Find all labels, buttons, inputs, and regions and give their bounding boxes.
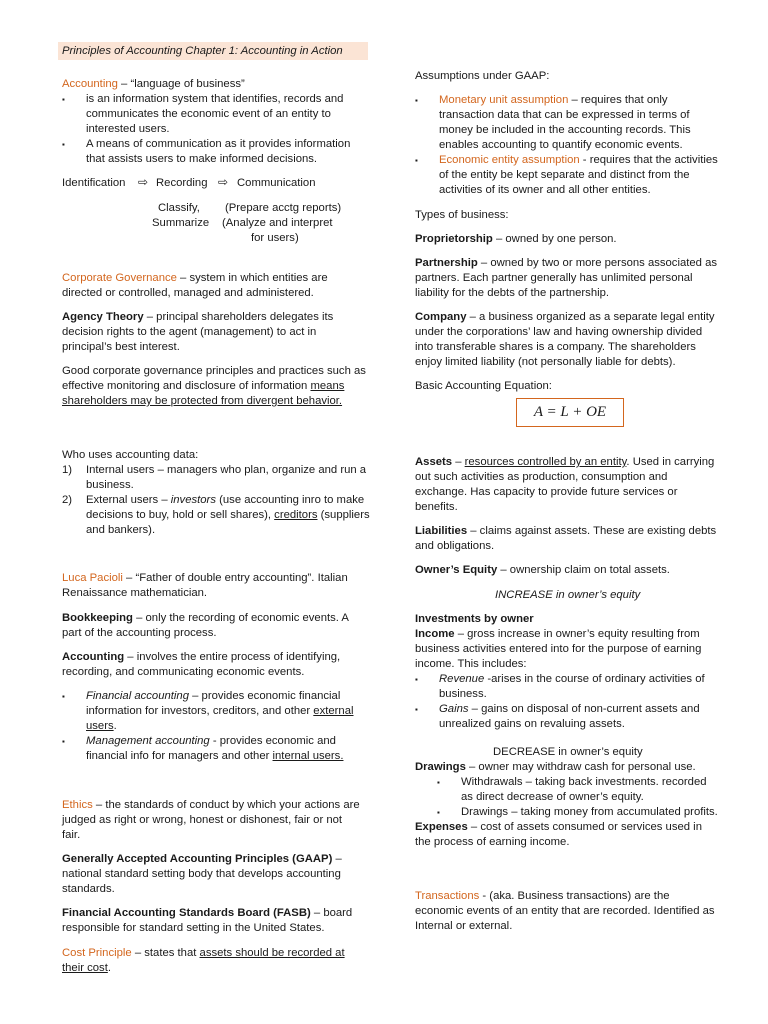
increase-heading: INCREASE in owner’s equity xyxy=(495,589,641,601)
list-item: 2) External users – investors (use accounting inro to make decisions to buy, hold or sell shares), creditors (suppliers and bankers). xyxy=(62,494,370,536)
equation-heading: Basic Accounting Equation: xyxy=(415,380,552,392)
corporate-governance: Corporate Governance – system in which entities are directed or controlled, managed and administered. xyxy=(62,272,328,299)
accounting-equation: A = L + OE xyxy=(516,398,624,427)
assumptions-heading: Assumptions under GAAP: xyxy=(415,70,550,82)
list-item: 1) Internal users – managers who plan, organize and run a business. xyxy=(62,464,367,491)
bookkeeping: Bookkeeping – only the recording of economic events. A part of the accounting process. xyxy=(62,612,349,639)
accounting-section: Accounting – “language of business” ▪ is an information system that identifies, records and communicates the economic event of an entity to interested users. ▪ A means of communication as it provides information that assists users to make informed decisions. xyxy=(62,77,370,167)
gaap: Generally Accepted Accounting Principles (GAAP) – national standard setting body that develops accounting standards. xyxy=(62,853,342,895)
transactions: Transactions - (aka. Business transactions) are the economic events of an entity that are recorded. Identified as Internal or external. xyxy=(415,890,715,932)
flow-sub-summarize: Summarize xyxy=(152,217,210,229)
flow-sub-analyze: (Analyze and interpret xyxy=(222,217,333,229)
luca-pacioli: Luca Pacioli – “Father of double entry accounting”. Italian Renaissance mathematician. xyxy=(62,572,348,599)
company: Company – a business organized as a separate legal entity under the corporations’ law and having ownership divided into transferable shares is a company. The shareholders enjoy limited liability (not personally liable for debts). xyxy=(415,311,715,368)
proprietorship: Proprietorship – owned by one person. xyxy=(415,233,617,245)
users-section: Who uses accounting data: 1) Internal users – managers who plan, organize and run a business. 2) External users – investors (use accounting inro to make decisions to buy, hold or sell shares), creditors (suppliers and bankers). xyxy=(62,449,370,536)
flow-step-communication: Communication xyxy=(237,177,316,189)
flow-sub-prepare: (Prepare acctg reports) xyxy=(225,202,342,214)
list-item: ▪ Monetary unit assumption – requires that only transaction data that can be expressed in terms of money be included in the accounting records. This enables accounting to quantify economic events. xyxy=(415,94,691,151)
good-governance: Good corporate governance principles and practices such as effective monitoring and disclosure of information means shareholders may be protected from divergent behavior. xyxy=(62,365,366,407)
assets: Assets – resources controlled by an entity. Used in carrying out such activities as production, consumption and exchange. Has capacity to provide future services or benefits. xyxy=(415,456,715,513)
accounting-process: Accounting – involves the entire process of identifying, recording, and communicating economic events. xyxy=(62,651,341,678)
list-item: ▪ Revenue -arises in the course of ordinary activities of business. xyxy=(415,673,705,700)
decrease-heading: DECREASE in owner’s equity xyxy=(493,746,643,758)
arrow-right-icon: ⇨ xyxy=(138,175,149,189)
cost-principle: Cost Principle – states that assets should be recorded at their cost. xyxy=(62,947,345,974)
list-item: ▪ Management accounting - provides economic and financial info for managers and other internal users. xyxy=(62,735,344,762)
flow-step-recording: Recording xyxy=(156,177,208,189)
types-heading: Types of business: xyxy=(415,209,509,221)
list-item: ▪ Gains – gains on disposal of non-current assets and unrealized gains on revaluing assets. xyxy=(415,703,700,730)
owners-equity: Owner’s Equity – ownership claim on total assets. xyxy=(415,564,670,576)
partnership: Partnership – owned by two or more persons associated as partners. Each partner generally has unlimited personal liability for the debts of the partnership. xyxy=(415,257,718,299)
list-item: ▪ Financial accounting – provides economic financial information for investors, creditors, and other external users. xyxy=(62,690,354,732)
flow-sub-classify: Classify, xyxy=(158,202,200,214)
arrow-right-icon: ⇨ xyxy=(218,175,229,189)
assumptions-list xyxy=(415,93,720,198)
increase-section: Investments by owner Income – gross increase in owner’s equity resulting from business activities entered into for the purpose of earning income. This includes: ▪ Revenue -arises in the course of ordinary activities of business. ▪ Gains – gains on disposal of non-current assets and unrealized gains on revaluing assets. xyxy=(415,612,720,732)
list-item: ▪ is an information system that identifies, records and communicates the economic event of an entity to interested users. xyxy=(62,93,344,135)
list-item: ▪ Economic entity assumption - requires that the activities of the entity be kept separate and distinct from the activities of its owner and all other entities. xyxy=(415,154,718,196)
decrease-section: Drawings – owner may withdraw cash for personal use. ▪ Withdrawals – taking back investments. recorded as direct decrease of owner’s equity. ▪ Drawings – taking money from accumulated profits. Expenses – cost of assets consumed or services used in the process of earning income. xyxy=(415,760,720,850)
ethics: Ethics – the standards of conduct by which your actions are judged as right or wrong, honest or dishonest, fair or not fair. xyxy=(62,799,360,841)
list-item: ▪ Withdrawals – taking back investments. recorded as direct decrease of owner’s equity. xyxy=(437,776,707,803)
page-title: Principles of Accounting Chapter 1: Accounting in Action xyxy=(62,45,343,57)
fasb: Financial Accounting Standards Board (FASB) – board responsible for standard setting in the United States. xyxy=(62,907,353,934)
flow-step-identification: Identification xyxy=(62,177,126,189)
accounting-term: Accounting xyxy=(62,78,118,90)
list-item: ▪ Drawings – taking money from accumulated profits. xyxy=(437,806,718,818)
list-item: ▪ A means of communication as it provides information that assists users to make informed decisions. xyxy=(62,138,351,165)
accounting-types xyxy=(62,689,362,764)
liabilities: Liabilities – claims against assets. These are existing debts and obligations. xyxy=(415,525,717,552)
agency-theory: Agency Theory – principal shareholders delegates its decision rights to the agent (management) to act in principal’s best interest. xyxy=(62,311,334,353)
flow-sub-users: for users) xyxy=(251,232,299,244)
